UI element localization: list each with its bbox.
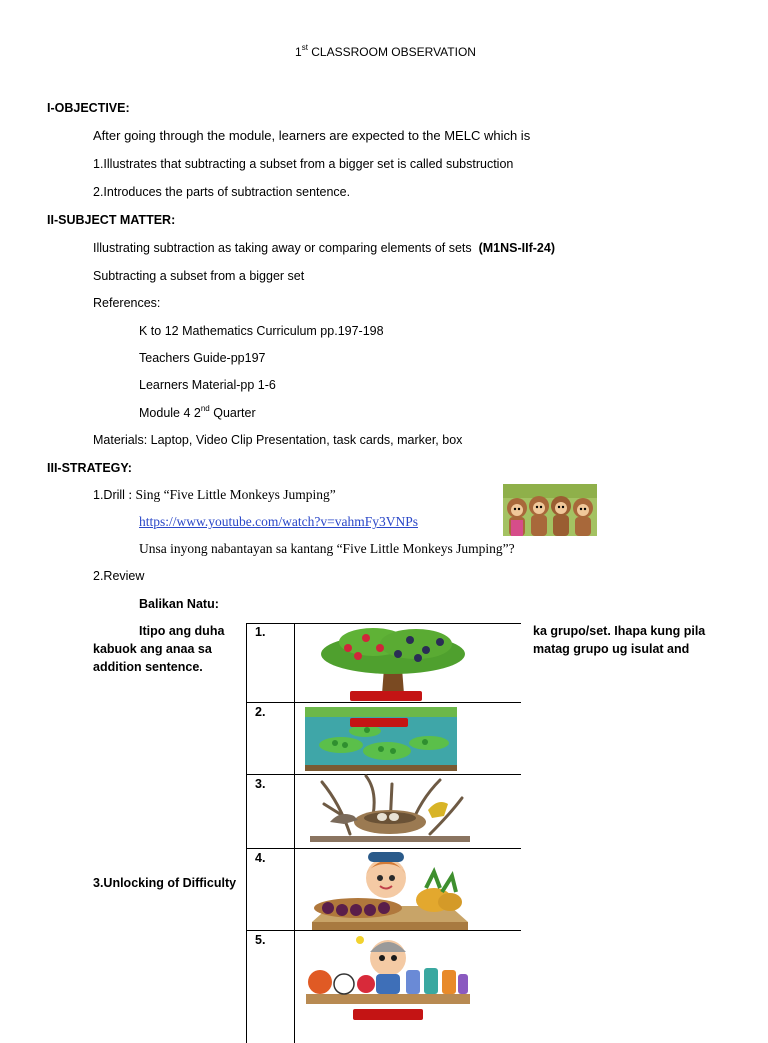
table-top-border xyxy=(247,623,521,624)
instruction-left-3: addition sentence. xyxy=(93,660,203,674)
answer-box-5[interactable] xyxy=(353,1009,423,1020)
table-row-divider xyxy=(247,848,521,849)
table-column-divider xyxy=(294,623,295,1043)
review-label: 2.Review xyxy=(93,569,145,583)
objective-intro: After going through the module, learners are expected to the MELC which is xyxy=(93,128,531,143)
row-number-5: 5. xyxy=(255,933,266,947)
page-title: 1st CLASSROOM OBSERVATION xyxy=(295,43,476,59)
objective-heading: I-OBJECTIVE: xyxy=(47,101,130,115)
reference-2: Teachers Guide-pp197 xyxy=(139,351,266,365)
girl-fruits-image xyxy=(310,850,470,932)
drill-question: Unsa inyong nabantayan sa kantang “Five Little Monkeys Jumping”? xyxy=(139,541,515,556)
row-number-2: 2. xyxy=(255,705,266,719)
materials-line: Materials: Laptop, Video Clip Presentation, task cards, marker, box xyxy=(93,433,463,447)
strategy-heading: III-STRATEGY: xyxy=(47,461,132,475)
drill-video-link[interactable]: https://www.youtube.com/watch?v=vahmFy3VNPs xyxy=(139,514,418,529)
row-number-3: 3. xyxy=(255,777,266,791)
row-number-1: 1. xyxy=(255,625,266,639)
nest-birds-image xyxy=(310,774,470,846)
objective-item-2: 2.Introduces the parts of subtraction sentence. xyxy=(93,185,351,199)
subject-matter-line-1: Illustrating subtraction as taking away or comparing elements of sets (M1NS-IIf-24) xyxy=(93,241,556,255)
answer-box-1[interactable] xyxy=(350,691,422,701)
row-number-4: 4. xyxy=(255,851,266,865)
references-label: References: xyxy=(93,296,161,310)
objective-item-1: 1.Illustrates that subtracting a subset from a bigger set is called substruction xyxy=(93,157,514,171)
monkeys-image xyxy=(503,484,597,536)
instruction-left-2: kabuok ang anaa sa xyxy=(93,642,212,656)
unlocking-label: 3.Unlocking of Difficulty xyxy=(93,876,237,890)
subject-matter-line-2: Subtracting a subset from a bigger set xyxy=(93,269,305,283)
instruction-right-2: matag grupo ug isulat and xyxy=(533,642,690,656)
subject-matter-heading: II-SUBJECT MATTER: xyxy=(47,213,176,227)
drill-line: 1.Drill : Sing “Five Little Monkeys Jumping” xyxy=(93,487,336,502)
reference-1: K to 12 Mathematics Curriculum pp.197-198 xyxy=(139,324,384,338)
boy-toys-image xyxy=(306,934,470,1004)
reference-4: Module 4 2nd Quarter xyxy=(139,403,256,420)
balikan-label: Balikan Natu: xyxy=(139,597,219,611)
instruction-left-1: Itipo ang duha xyxy=(139,624,225,638)
answer-box-2[interactable] xyxy=(350,718,408,727)
instruction-right-1: ka grupo/set. Ihapa kung pila xyxy=(533,624,706,638)
pond-frogs-image xyxy=(305,707,457,771)
reference-3: Learners Material-pp 1-6 xyxy=(139,378,276,392)
